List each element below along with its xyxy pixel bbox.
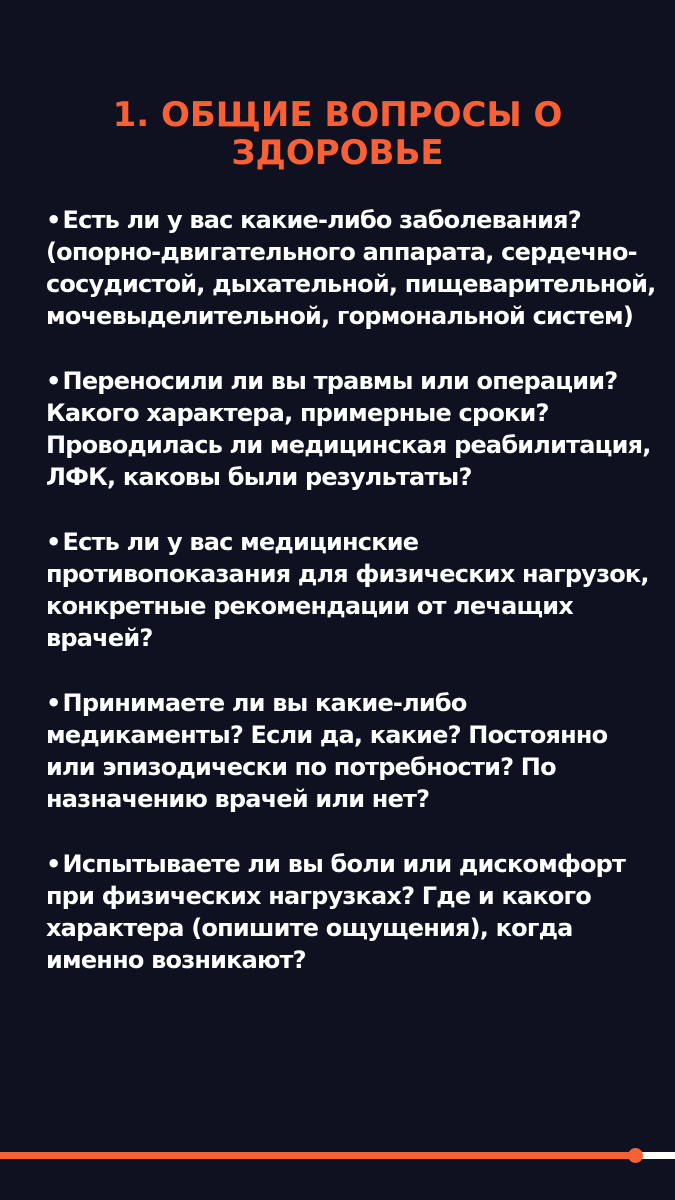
question-text: Есть ли у вас какие-либо заболевания? (опорно-двигательного аппарата, сердечно-сосудистой, дыхательной, пищеварительной, мочевыделительной, гормональной систем) (46, 206, 656, 330)
bullet-icon: • (46, 689, 61, 717)
page-title: 1. ОБЩИЕ ВОПРОСЫ О ЗДОРОВЬЕ (112, 95, 563, 173)
question-text: Принимаете ли вы какие-либо медикаменты? Если да, какие? Постоянно или эпизодически по потребности? По назначению врачей или нет? (46, 689, 608, 813)
list-item (46, 365, 656, 493)
progress-bar (0, 1150, 675, 1162)
list-item (46, 687, 656, 815)
progress-fill (0, 1152, 635, 1159)
progress-knob (628, 1148, 643, 1163)
bullet-icon: • (46, 206, 61, 234)
question-list (46, 204, 656, 1009)
question-text: Испытываете ли вы боли или дискомфорт при физических нагрузках? Где и какого характера (опишите ощущения), когда именно возникают? (46, 850, 626, 974)
bullet-icon: • (46, 850, 61, 878)
question-text: Есть ли у вас медицинские противопоказания для физических нагрузок, конкретные рекомендации от лечащих врачей? (46, 528, 649, 652)
list-item (46, 204, 656, 332)
list-item (46, 526, 656, 654)
bullet-icon: • (46, 367, 61, 395)
question-text: Переносили ли вы травмы или операции? Какого характера, примерные сроки? Проводилась ли медицинская реабилитация, ЛФК, каковы были результаты? (46, 367, 651, 491)
list-item (46, 848, 656, 976)
bullet-icon: • (46, 528, 61, 556)
